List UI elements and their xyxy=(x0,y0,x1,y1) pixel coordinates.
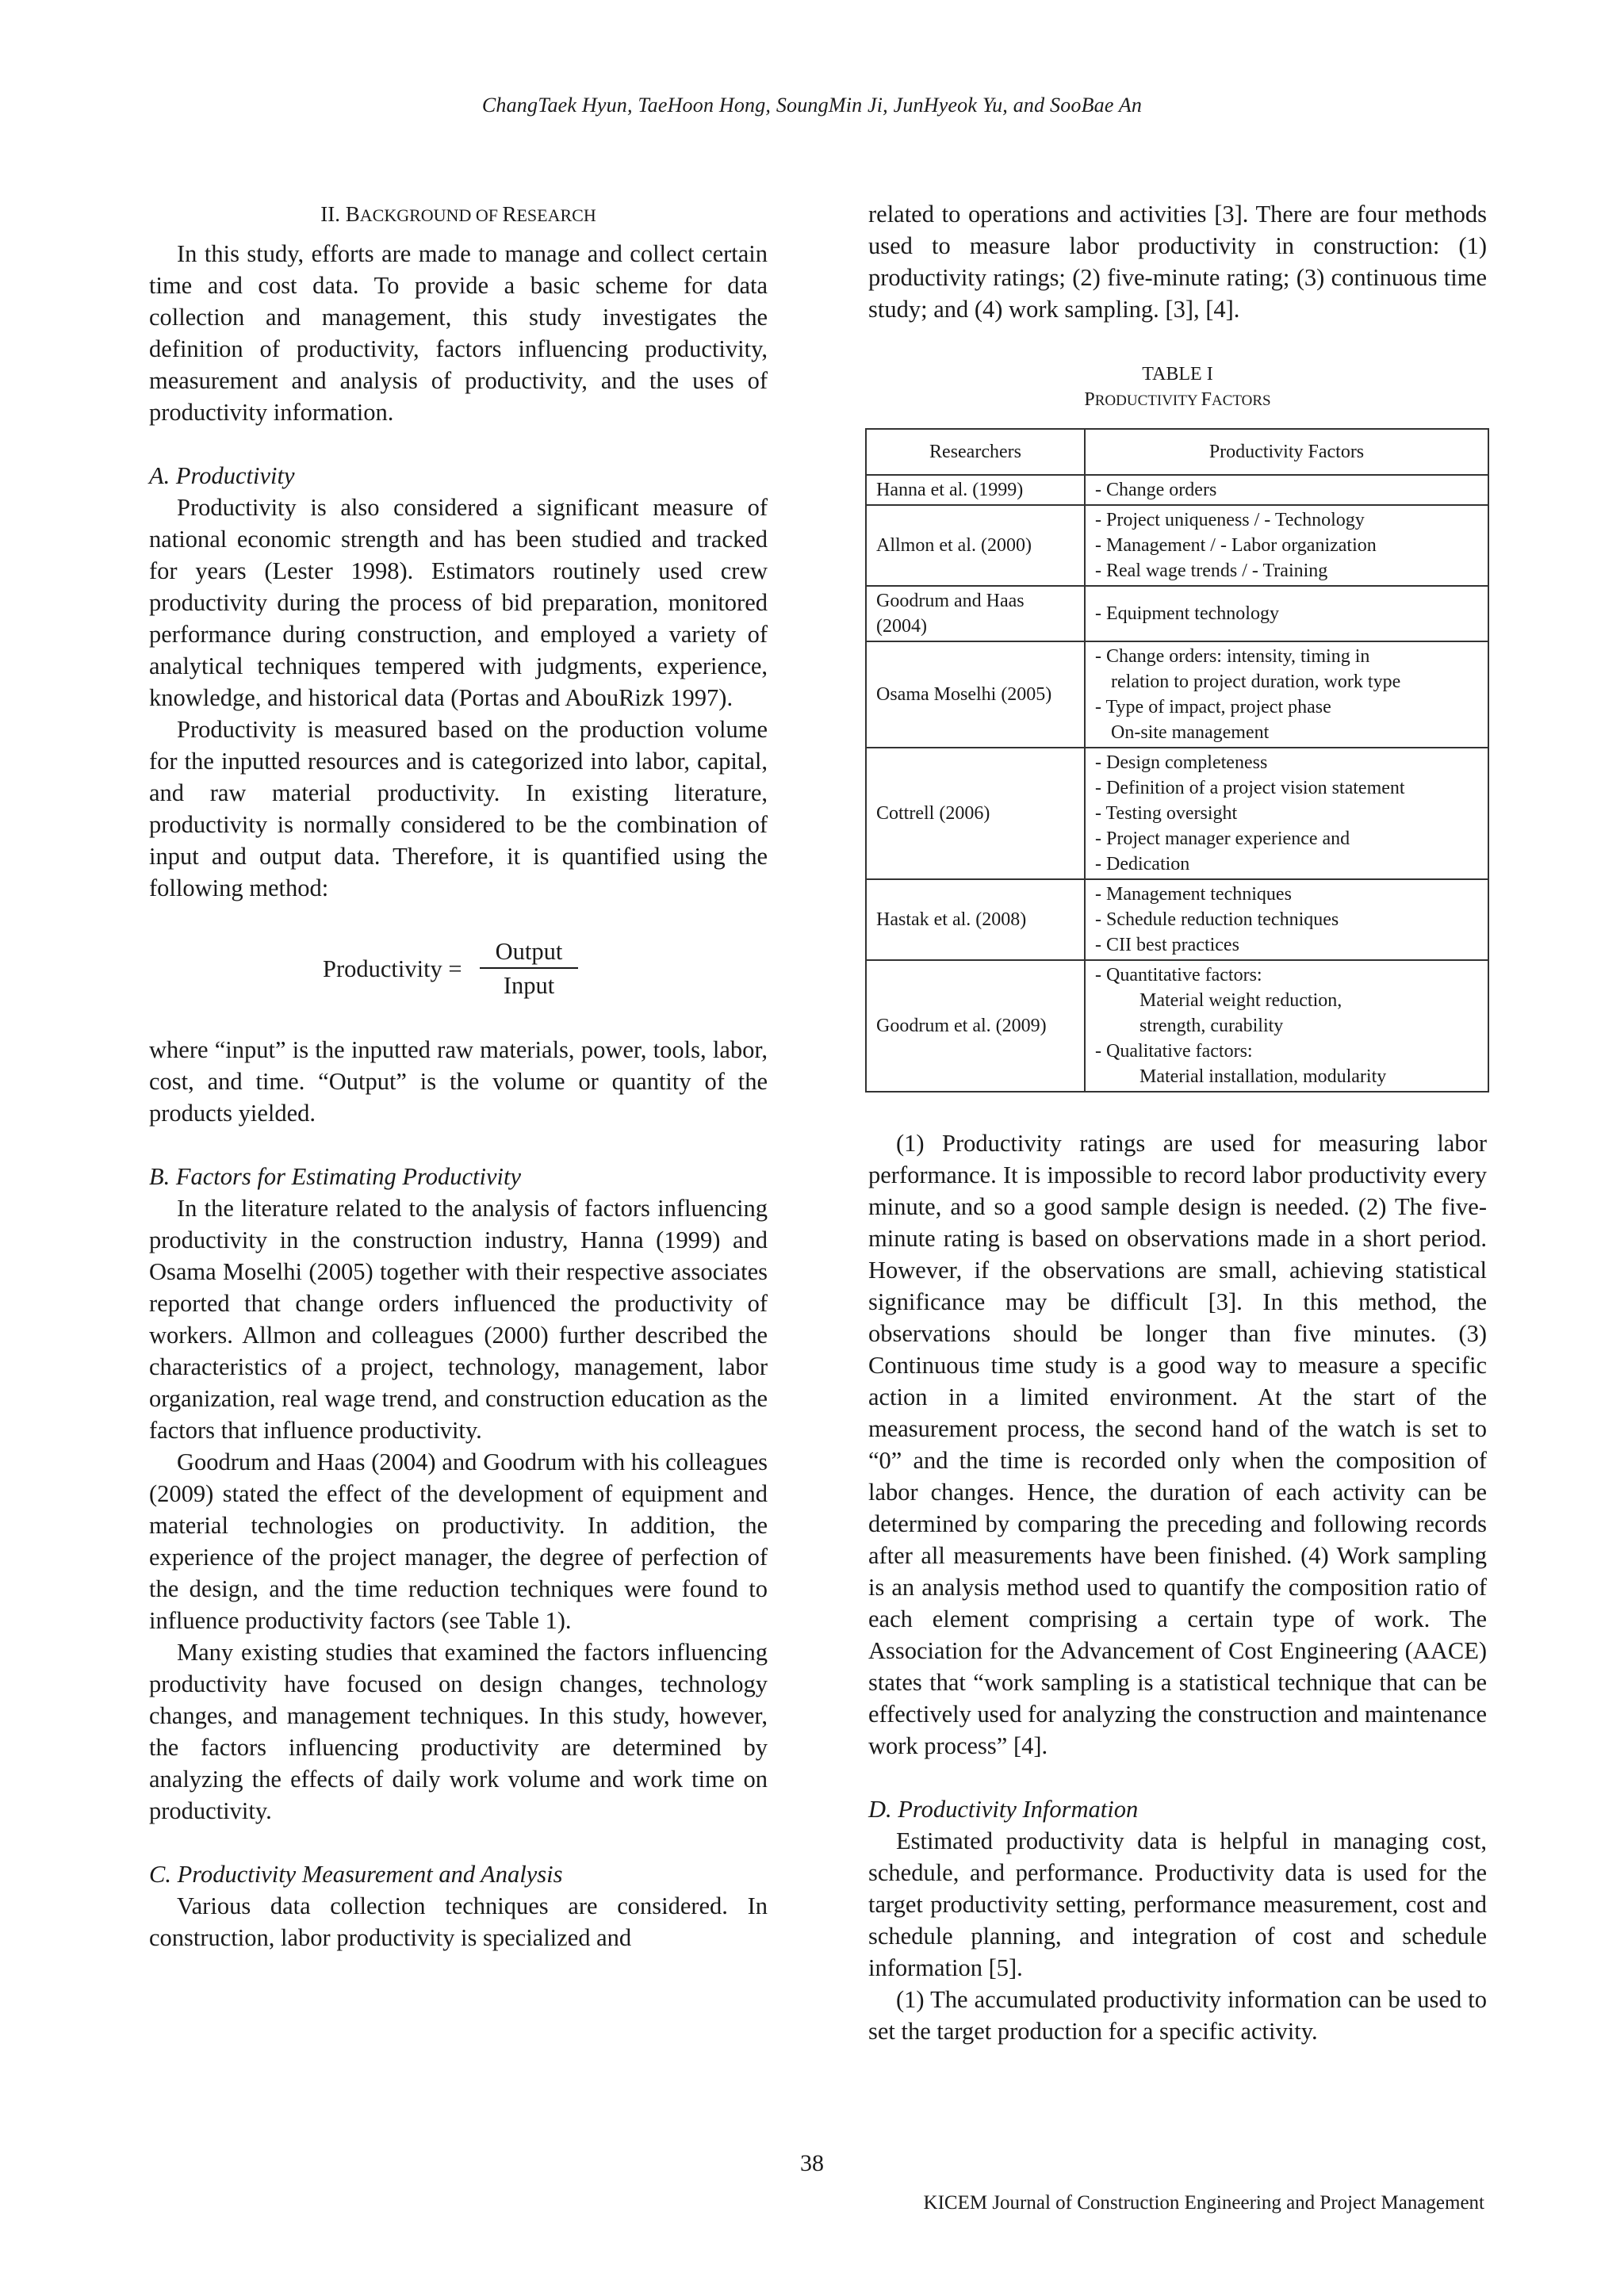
productivity-formula xyxy=(323,937,768,1001)
formula-lhs: Productivity = xyxy=(323,955,462,982)
section-heading: II. BACKGROUND OF RESEARCH xyxy=(320,202,596,226)
paragraph: Various data collection techniques are considered. In construction, labor productivity is specialized and xyxy=(149,1892,768,1951)
table-row xyxy=(866,879,1488,960)
paragraph: where “input” is the inputted raw materials, power, tools, labor, cost, and time. “Output” is the volume or quantity of the products yielded. xyxy=(149,1036,768,1127)
researcher-cell: Osama Moselhi (2005) xyxy=(866,641,1085,748)
column-header-factors: Productivity Factors xyxy=(1085,429,1488,475)
researcher-cell: Allmon et al. (2000) xyxy=(866,505,1085,586)
table-row xyxy=(866,748,1488,879)
intro-paragraph: In this study, efforts are made to manage and collect certain time and cost data. To provide a basic scheme for data collection and management, this study investigates the definition of productivity, factors influencing productivity, measurement and analysis of productivity, and the uses of productivity information. xyxy=(149,240,768,426)
productivity-factors-table xyxy=(865,428,1489,1093)
paragraph: Productivity is also considered a significant measure of national economic strength and has been studied and tracked for years (Lester 1998). Estimators routinely used crew productivity during the process of bid preparation, monitored performance during construction, and employed a variety of analytical techniques tempered with judgments, experience, knowledge, and historical data (Portas and AbouRizk 1997). xyxy=(149,494,768,711)
researcher-cell: Hastak et al. (2008) xyxy=(866,879,1085,960)
paragraph: In the literature related to the analysis of factors influencing productivity in the construction industry, Hanna (1999) and Osama Moselhi (2005) together with their respective associates reported that change orders influenced the productivity of workers. Allmon and colleagues (2000) further described the characteristics of a project, technology, management, labor organization, real wage trend, and construction education as the factors that influence productivity. xyxy=(149,1195,768,1444)
left-column xyxy=(149,198,768,1954)
paragraph: Estimated productivity data is helpful in managing cost, schedule, and performance. Productivity data is used for the target productivity setting, performance measurement, cost and schedule planning, and integration of cost and schedule information [5]. xyxy=(868,1827,1487,1981)
paragraph: (1) Productivity ratings are used for measuring labor performance. It is impossible to record labor productivity every minute, and so a good sample design is needed. (2) The five-minute rating is based on observations made in a short period. However, if the observations are small, achieving statistical significance may be difficult [3]. In this method, the observations should be longer than five minutes. (3) Continuous time study is a good way to measure a specific action in a limited environment. At the start of the measurement process, the second hand of the watch is set to “0” and the time is recorded only when the composition of labor changes. Hence, the duration of each activity can be determined by comparing the preceding and following records after all measurements have been finished. (4) Work sampling is an analysis method used to quantify the composition ratio of each element comprising a certain type of work. The Association for the Advancement of Cost Engineering (AACE) states that “work sampling is a statistical technique that can be effectively used for analyzing the construction and maintenance work process” [4]. xyxy=(868,1130,1487,1759)
running-header: ChangTaek Hyun, TaeHoon Hong, SoungMin Ji, JunHyeok Yu, and SooBae An xyxy=(481,94,1143,117)
subsection-c-heading: C. Productivity Measurement and Analysis xyxy=(149,1861,563,1888)
researcher-cell: Goodrum et al. (2009) xyxy=(866,960,1085,1092)
table-subtitle: PRODUCTIVITY FACTORS xyxy=(1084,389,1271,410)
table-row xyxy=(866,505,1488,586)
factors-cell: - Quantitative factors: Material weight reduction, strength, curability - Qualitative factors: Material installation, modularity xyxy=(1085,960,1488,1092)
factors-cell: - Change orders xyxy=(1085,475,1488,505)
factors-cell: - Project uniqueness / - Technology - Management / - Labor organization - Real wage trends / - Training xyxy=(1085,505,1488,586)
table-row xyxy=(866,960,1488,1092)
table-title: TABLE I xyxy=(1142,364,1213,385)
subsection-d-heading: D. Productivity Information xyxy=(868,1796,1139,1823)
factors-cell: - Management techniques - Schedule reduction techniques - CII best practices xyxy=(1085,879,1488,960)
paragraph: Productivity is measured based on the production volume for the inputted resources and is categorized into labor, capital, and raw material productivity. In existing literature, productivity is normally considered to be the combination of input and output data. Therefore, it is quantified using the following method: xyxy=(149,716,768,901)
subsection-a-heading: A. Productivity xyxy=(149,462,295,489)
column-header-researchers: Researchers xyxy=(866,429,1085,475)
table-row xyxy=(866,475,1488,505)
paragraph: Goodrum and Haas (2004) and Goodrum with his colleagues (2009) stated the effect of the development of equipment and material technologies on productivity. In addition, the experience of the project manager, the degree of perfection of the design, and the time reduction techniques were found to influence productivity factors (see Table 1). xyxy=(149,1448,768,1634)
factors-cell: - Equipment technology xyxy=(1085,586,1488,641)
researcher-cell: Cottrell (2006) xyxy=(866,748,1085,879)
factors-cell: - Design completeness - Definition of a project vision statement - Testing oversight - Project manager experience and - Dedication xyxy=(1085,748,1488,879)
researcher-cell: Hanna et al. (1999) xyxy=(866,475,1085,505)
page-number: 38 xyxy=(800,2150,824,2176)
paragraph: (1) The accumulated productivity information can be used to set the target production for a specific activity. xyxy=(868,1986,1487,2045)
table-header-row xyxy=(866,429,1488,475)
formula-numerator: Output xyxy=(480,937,579,969)
table-row xyxy=(866,586,1488,641)
subsection-b-heading: B. Factors for Estimating Productivity xyxy=(149,1163,522,1190)
journal-footer: KICEM Journal of Construction Engineering and Project Management xyxy=(923,2192,1484,2214)
formula-denominator: Input xyxy=(503,972,555,999)
right-column xyxy=(868,198,1487,2047)
factors-cell: - Change orders: intensity, timing in relation to project duration, work type - Type of impact, project phase On-site management xyxy=(1085,641,1488,748)
researcher-cell: Goodrum and Haas (2004) xyxy=(866,586,1085,641)
table-row xyxy=(866,641,1488,748)
paragraph: Many existing studies that examined the factors influencing productivity have focused on design changes, technology changes, and management techniques. In this study, however, the factors influencing productivity are determined by analyzing the effects of daily work volume and work time on productivity. xyxy=(149,1639,768,1824)
formula-fraction xyxy=(480,937,579,1001)
paragraph: related to operations and activities [3]. There are four methods used to measure labor productivity in construction: (1) productivity ratings; (2) five-minute rating; (3) continuous time study; and (4) work sampling. [3], [4]. xyxy=(868,201,1487,323)
